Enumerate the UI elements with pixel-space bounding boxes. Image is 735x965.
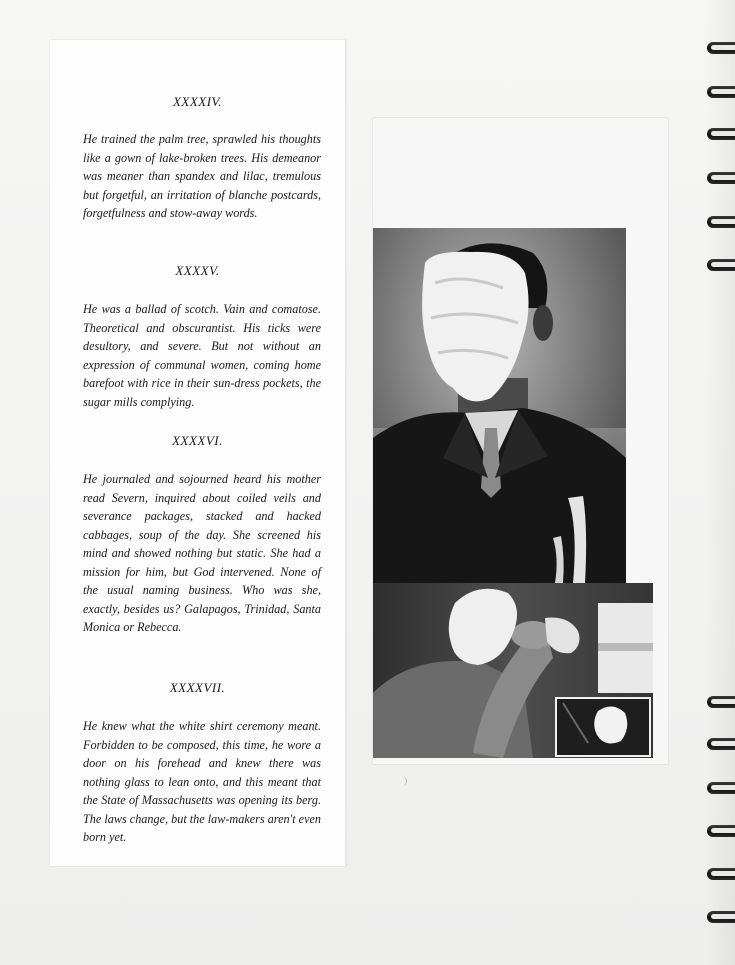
- portrait-photo-image: [373, 228, 626, 583]
- section-body: He was a ballad of scotch. Vain and comatose. Theoretical and obscurantist. His ticks were desultory, and severe. But not without an expression of communal women, coming home barefoot with rice in their sun-dress pockets, the sugar mills complying.: [83, 302, 321, 409]
- paper-mark: [398, 776, 407, 786]
- bottom-photo: [373, 583, 653, 758]
- spiral-ring: [707, 42, 735, 54]
- section-heading: XXXXVII.: [169, 680, 226, 695]
- spiral-ring: [707, 172, 735, 184]
- bottom-photo-image: [373, 583, 653, 758]
- photo-collage: [373, 118, 668, 764]
- section-body: He trained the palm tree, sprawled his thoughts like a gown of lake-broken trees. His demeanor was meaner than spandex and lilac, tremulous but forgetful, an irritation of blanche postcards, forgetfulness and stow-away words.: [83, 132, 321, 220]
- section-body: He knew what the white shirt ceremony meant. Forbidden to be composed, this time, he wore a door on his forehead and knew there was nothing glass to lean onto, and this meant that the State of Massachusetts was opening its berg. The laws change, but the law-makers aren't even born yet.: [83, 719, 321, 844]
- spiral-ring: [707, 86, 735, 98]
- page-edge-shadow: [705, 0, 735, 965]
- section-heading: XXXXIV.: [172, 94, 223, 109]
- section-heading: XXXXVI.: [172, 433, 223, 448]
- spiral-ring: [707, 868, 735, 880]
- spiral-ring: [707, 216, 735, 228]
- spiral-ring: [707, 259, 735, 271]
- spiral-ring: [707, 782, 735, 794]
- spiral-ring: [707, 128, 735, 140]
- section-body: He journaled and sojourned heard his mother read Severn, inquired about coiled veils and severance packages, stacked and hacked cabbages, soup of the day. She screened his mind and showed nothing but static. She had a mission for him, but God intervened. None of the usual naming business. Who was she, exactly, besides us? Galapagos, Trinidad, Santa Monica or Rebecca.: [83, 472, 321, 634]
- portrait-photo: [373, 228, 626, 583]
- spiral-ring: [707, 825, 735, 837]
- spiral-ring: [707, 696, 735, 708]
- poem-text-strip: [50, 40, 346, 866]
- section-heading: XXXXV.: [175, 263, 220, 278]
- spiral-ring: [707, 911, 735, 923]
- spiral-ring: [707, 738, 735, 750]
